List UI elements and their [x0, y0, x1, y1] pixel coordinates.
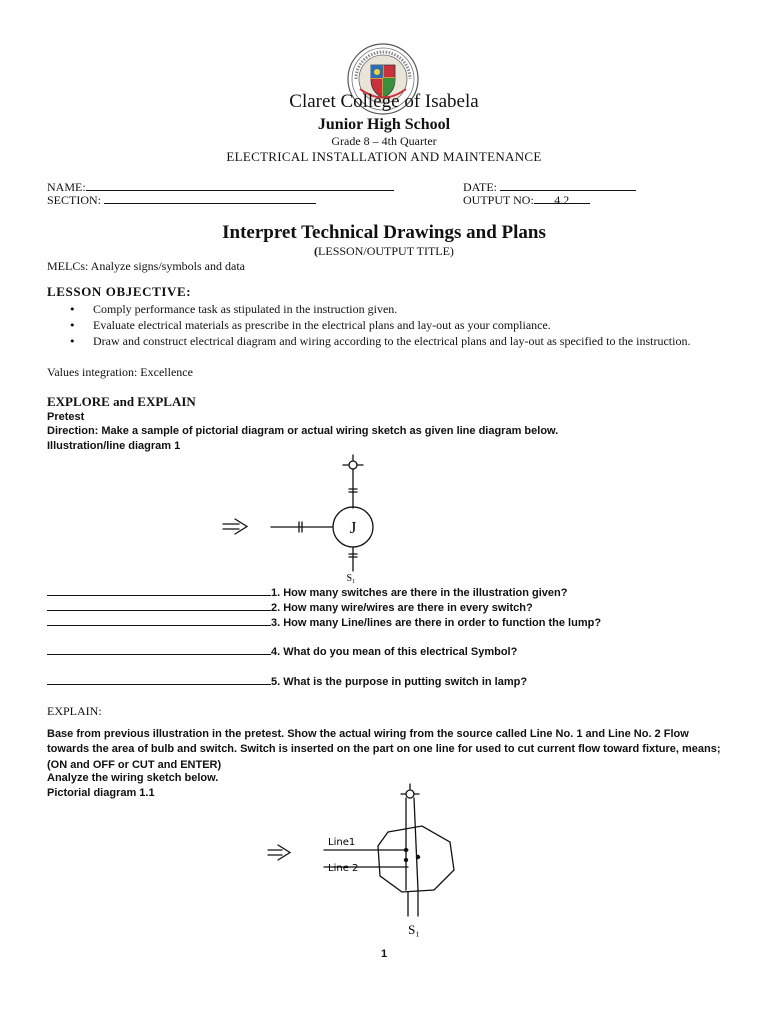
paren-open: ( [314, 244, 319, 258]
line1-label: Line1 [328, 837, 356, 848]
page-number: 1 [380, 948, 388, 960]
subject-title: ELECTRICAL INSTALLATION AND MAINTENANCE [226, 149, 542, 164]
line-diagram-1 [205, 453, 425, 585]
lamp-symbol-icon [406, 790, 414, 798]
switch-label: S₁ [346, 573, 356, 584]
pictorial-label: Pictorial diagram 1.1 [47, 787, 155, 799]
question-5 [47, 675, 527, 688]
section-field [47, 193, 316, 208]
date-label: DATE: [463, 180, 497, 194]
pictorial-diagram-1-1 [262, 780, 472, 938]
lesson-title: Interpret Technical Drawings and Plans [222, 222, 546, 243]
direction-text: Direction: Make a sample of pictorial diagram or actual wiring sketch as given line diagram below. [47, 425, 559, 437]
name-blank[interactable] [86, 180, 394, 191]
name-label: NAME: [47, 180, 86, 194]
analyze-text: Analyze the wiring sketch below. [47, 772, 219, 784]
division-name: Junior High School [317, 116, 451, 133]
answer-blank[interactable] [47, 675, 271, 685]
explain-heading: EXPLAIN: [47, 704, 102, 718]
output-value: 4.2 [534, 193, 590, 204]
section-label: SECTION: [47, 193, 101, 207]
explain-paragraph: Base from previous illustration in the pretest. Show the actual wiring from the source called Line No. 1 and Line No. 2 Flow towards the area of bulb and switch. Switch is inserted on the part on one line for used to cut current flow toward fixture, means; (ON and OFF or CUT and ENTER) [47, 728, 721, 771]
objective-item: • Evaluate electrical materials as prescribe in the electrical plans and lay-out as your compliance. [69, 318, 722, 334]
objective-heading: LESSON OBJECTIVE: [47, 284, 192, 299]
question-text: 4. What do you mean of this electrical Symbol? [271, 646, 518, 658]
melcs-text: MELCs: Analyze signs/symbols and data [47, 259, 245, 273]
output-field [463, 193, 590, 208]
section-blank[interactable] [104, 193, 316, 204]
values-integration: Values integration: Excellence [47, 365, 193, 379]
lesson-subtitle [0, 244, 768, 259]
question-3 [47, 616, 601, 629]
question-1 [47, 586, 567, 599]
question-4 [47, 645, 517, 658]
answer-blank[interactable] [47, 601, 271, 611]
question-2 [47, 601, 533, 614]
illustration-label: Illustration/line diagram 1 [47, 440, 181, 452]
answer-blank[interactable] [47, 586, 271, 596]
lamp-symbol-icon [349, 461, 357, 469]
grade-quarter: Grade 8 – 4th Quarter [331, 134, 437, 148]
lesson-subtitle-text: LESSON/OUTPUT TITLE) [318, 244, 454, 258]
date-blank[interactable] [500, 180, 636, 191]
switch-label: S₁ [408, 922, 420, 937]
explore-heading: EXPLORE and EXPLAIN [47, 394, 196, 409]
objective-item: • Draw and construct electrical diagram and wiring according to the electrical plans and lay-out as specified to the instruction. [69, 334, 722, 350]
line2-label: Line 2 [328, 863, 359, 874]
source-arrow-icon [223, 519, 247, 534]
question-text: 3. How many Line/lines are there in order to function the lump? [271, 617, 602, 629]
question-text: 5. What is the purpose in putting switch in lamp? [271, 676, 528, 688]
answer-blank[interactable] [47, 616, 271, 626]
source-arrow-icon [268, 845, 290, 860]
question-text: 2. How many wire/wires are there in every switch? [271, 602, 533, 614]
pretest-label: Pretest [47, 411, 85, 423]
school-name: Claret College of Isabela [289, 91, 479, 112]
question-text: 1. How many switches are there in the illustration given? [271, 587, 568, 599]
output-label: OUTPUT NO: [463, 193, 534, 207]
junction-letter: J [349, 518, 357, 537]
objective-list [69, 302, 722, 349]
answer-blank[interactable] [47, 645, 271, 655]
objective-item: • Comply performance task as stipulated in the instruction given. [69, 302, 722, 318]
